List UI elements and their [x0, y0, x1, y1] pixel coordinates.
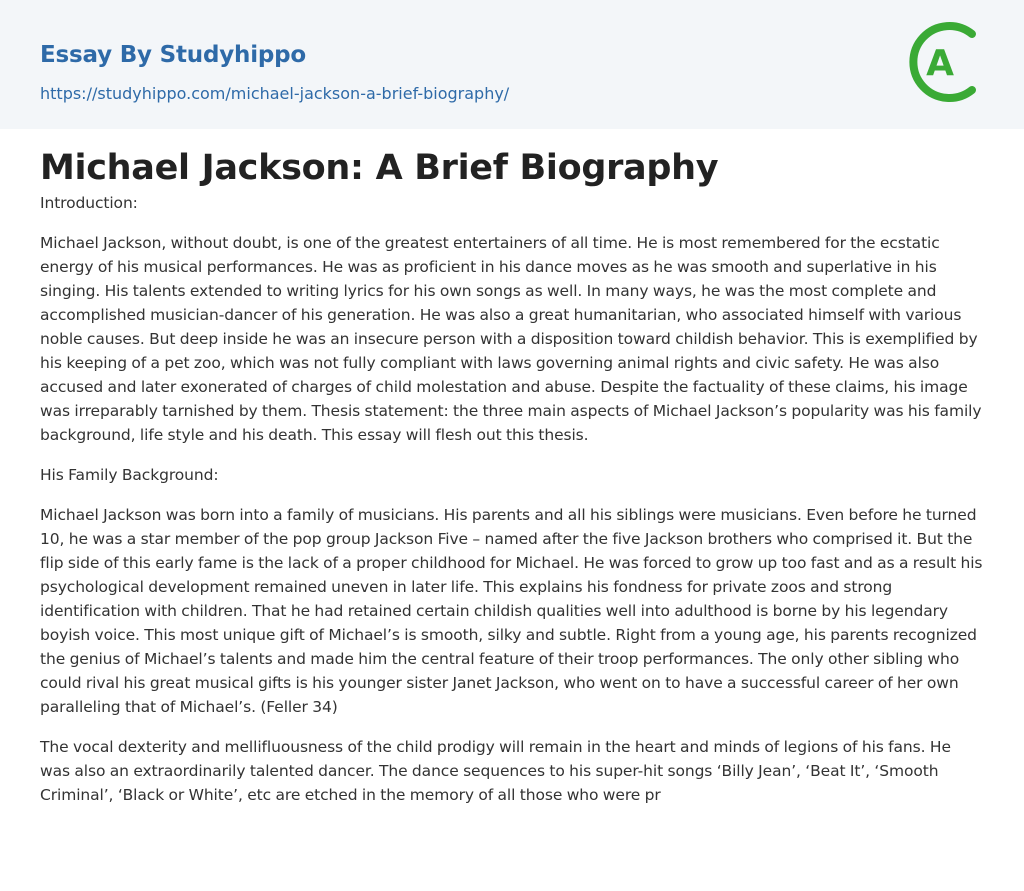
essay-content: [0, 129, 1024, 807]
family-paragraph: Michael Jackson was born into a family of musicians. His parents and all his siblings were musicians. Even before he turned 10, he was a star member of the pop group Jackson Five – named after the five Jackson brothers who comprised it. But the flip side of this early fame is the lack of a proper childhood for Michael. He was forced to grow up too fast and as a result his psychological development remained uneven in later life. This explains his fondness for private zoos and strong identification with children. That he had retained certain childish qualities well into adulthood is borne by his legendary boyish voice. This most unique gift of Michael’s is smooth, silky and subtle. Right from a young age, his parents recognized the genius of Michael’s talents and made him the central feature of their troop performances. The only other sibling who could rival his great musical gifts is his younger sister Janet Jackson, who went on to have a successful career of her own paralleling that of Michael’s. (Feller 34): [40, 506, 983, 716]
vocal-paragraph: The vocal dexterity and mellifluousness of the child prodigy will remain in the heart and minds of legions of his fans. He was also an extraordinarily talented dancer. The dance sequences to his super-hit songs ‘Billy Jean’, ‘Beat It’, ‘Smooth Criminal’, ‘Black or White’, etc are etched in the memory of all those who were pr: [40, 738, 951, 804]
intro-paragraph: Michael Jackson, without doubt, is one of the greatest entertainers of all time. He is most remembered for the ecstatic energy of his musical performances. He was as proficient in his dance moves as he was smooth and superlative in his singing. His talents extended to writing lyrics for his own songs as well. In many ways, he was the most complete and accomplished musician-dancer of his generation. He was also a great humanitarian, who associated himself with various noble causes. But deep inside he was an insecure person with a disposition toward childish behavior. This is exemplified by his keeping of a pet zoo, which was not fully compliant with laws governing animal rights and civic safety. He was also accused and later exonerated of charges of child molestation and abuse. Despite the factuality of these claims, his image was irreparably tarnished by them. Thesis statement: the three main aspects of Michael Jackson’s popularity was his family background, life style and his death. This essay will flesh out this thesis.: [40, 234, 982, 444]
family-heading: His Family Background:: [40, 466, 219, 484]
essay-url-link[interactable]: https://studyhippo.com/michael-jackson-a-brief-biography/: [40, 84, 510, 103]
logo-letter: A: [926, 43, 954, 84]
intro-heading: Introduction:: [40, 194, 138, 212]
site-header: [0, 0, 1024, 129]
essay-title: Michael Jackson: A Brief Biography: [40, 148, 719, 188]
studyhippo-logo-icon[interactable]: [906, 16, 990, 108]
site-title[interactable]: Essay By Studyhippo: [40, 42, 307, 68]
